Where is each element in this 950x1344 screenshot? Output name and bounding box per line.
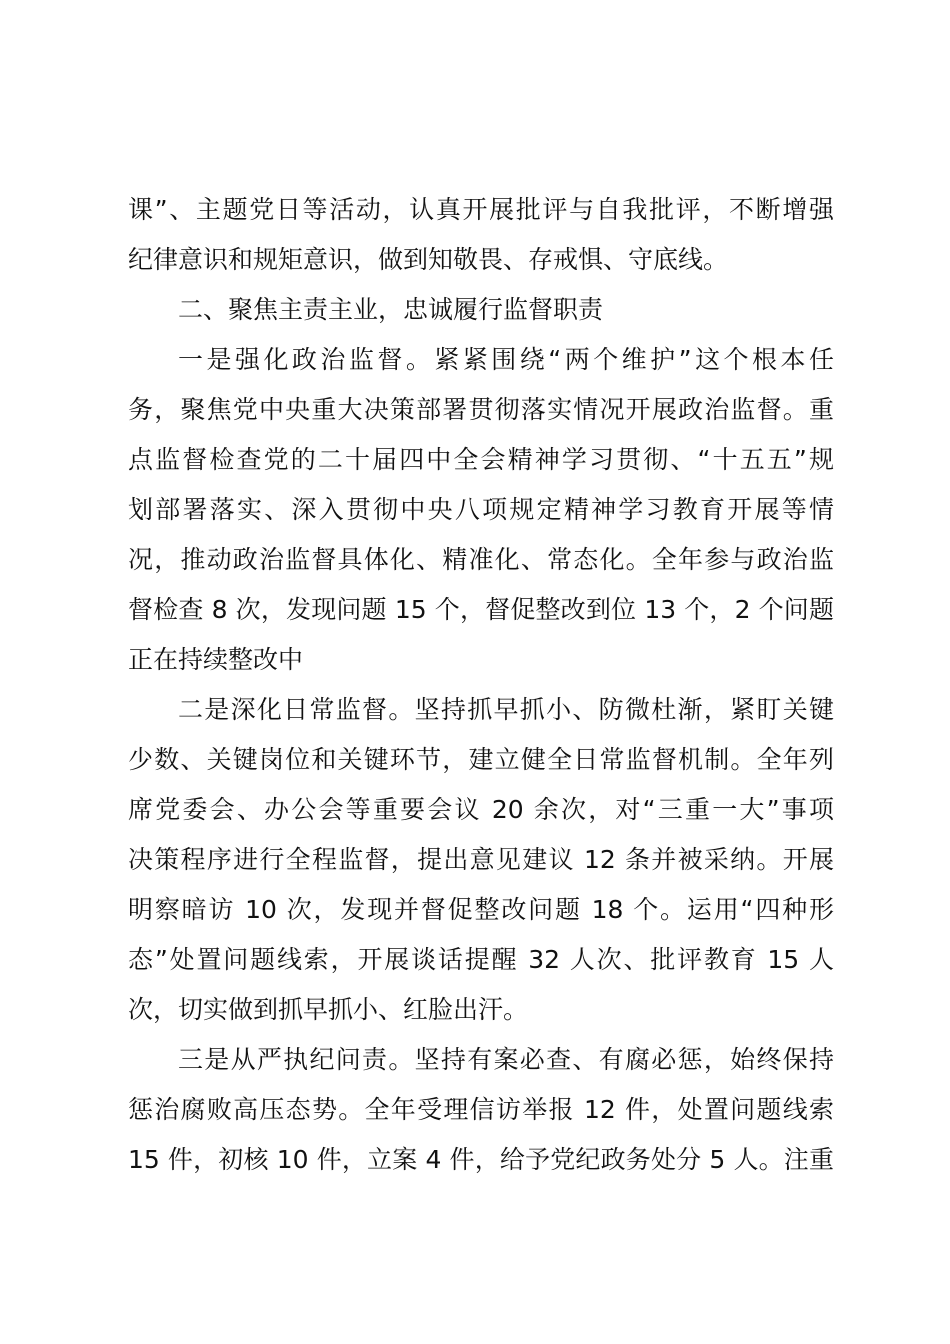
- paragraph-political-supervision: [128, 335, 834, 685]
- paragraph-discipline-accountability: [128, 1035, 834, 1185]
- text-line: 务，聚焦党中央重大决策部署贯彻落实情况开展政治监督。重: [128, 395, 834, 424]
- text-line: 态”处置问题线索，开展谈话提醒 32 人次、批评教育 15 人: [128, 945, 834, 974]
- text-line: 二是深化日常监督。坚持抓早抓小、防微杜渐，紧盯关键: [178, 695, 834, 724]
- text-line: 席党委会、办公会等重要会议 20 余次，对“三重一大”事项: [128, 795, 834, 824]
- text-line: 况，推动政治监督具体化、精准化、常态化。全年参与政治监: [128, 545, 834, 574]
- text-line: 明察暗访 10 次，发现并督促整改问题 18 个。运用“四种形: [128, 895, 834, 924]
- section-heading-text: 二、聚焦主责主业，忠诚履行监督职责: [178, 295, 604, 324]
- document-page: [128, 185, 834, 1185]
- text-line: 划部署落实、深入贯彻中央八项规定精神学习教育开展等情: [128, 495, 834, 524]
- paragraph-daily-supervision: [128, 685, 834, 1035]
- text-line: 决策程序进行全程监督，提出意见建议 12 条并被采纳。开展: [128, 845, 834, 874]
- text-line: 惩治腐败高压态势。全年受理信访举报 12 件，处置问题线索: [128, 1095, 834, 1124]
- text-line: 正在持续整改中: [128, 645, 304, 674]
- text-line: 课”、主题党日等活动，认真开展批评与自我批评，不断增强: [128, 195, 834, 224]
- text-line: 次，切实做到抓早抓小、红脸出汗。: [128, 995, 529, 1024]
- section-heading: [128, 285, 834, 335]
- text-line: 三是从严执纪问责。坚持有案必查、有腐必惩，始终保持: [178, 1045, 834, 1074]
- text-line: 15 件，初核 10 件，立案 4 件，给予党纪政务处分 5 人。注重: [128, 1145, 834, 1174]
- text-line: 纪律意识和规矩意识，做到知敬畏、存戒惧、守底线。: [128, 245, 729, 274]
- text-line: 少数、关键岗位和关键环节，建立健全日常监督机制。全年列: [128, 745, 834, 774]
- text-line: 一是强化政治监督。紧紧围绕“两个维护”这个根本任: [178, 345, 834, 374]
- paragraph-continuation: [128, 185, 834, 285]
- text-line: 督检查 8 次，发现问题 15 个，督促整改到位 13 个，2 个问题: [128, 595, 834, 624]
- text-line: 点监督检查党的二十届四中全会精神学习贯彻、“十五五”规: [128, 445, 834, 474]
